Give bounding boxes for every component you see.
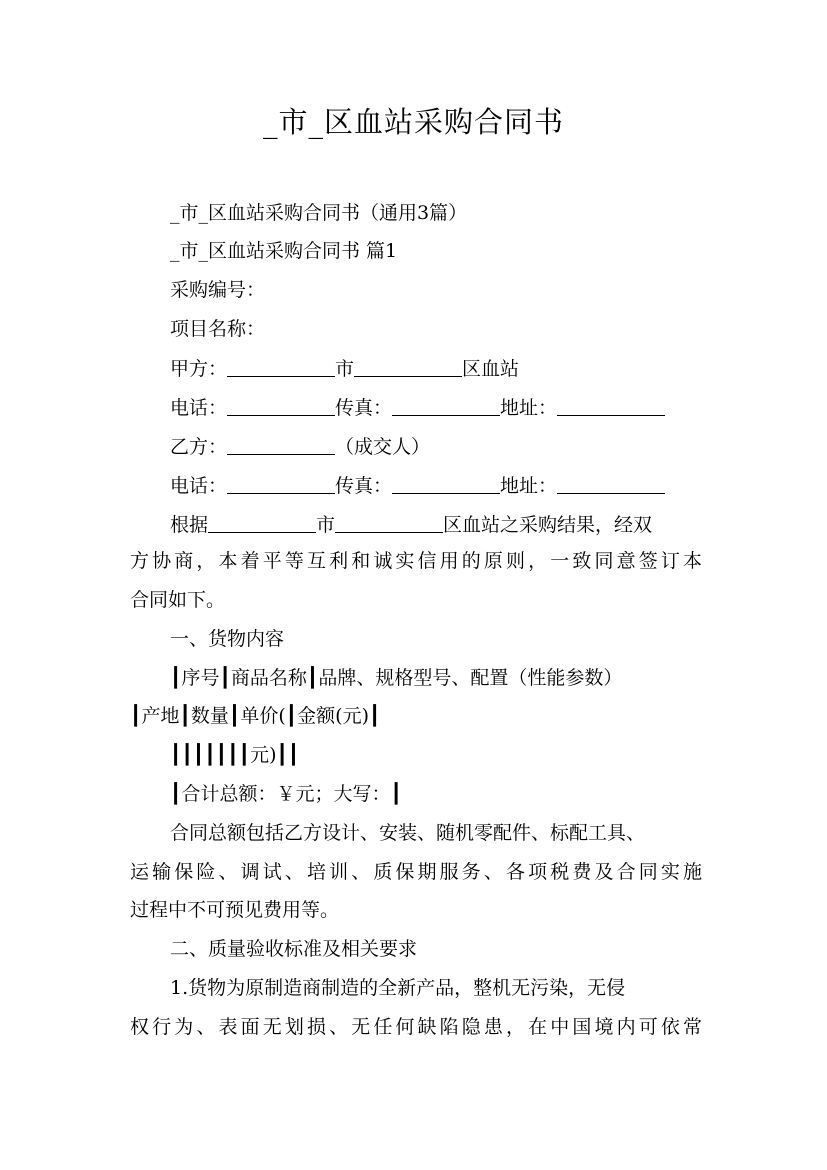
party-a-line <box>170 354 519 382</box>
total-note-line-2: 运输保险、调试、培训、质保期服务、各项税费及合同实施 <box>130 861 702 883</box>
total-note-line-3: 过程中不可预见费用等。 <box>130 899 340 921</box>
basis-prefix: 根据 <box>170 514 209 536</box>
basis-city-label: 市 <box>316 514 336 536</box>
section1-heading: 一、货物内容 <box>170 628 285 650</box>
phone-blank <box>227 393 335 416</box>
total-note-line-1: 合同总额包括乙方设计、安装、随机零配件、标配工具、 <box>170 822 646 844</box>
basis-district-blank <box>335 510 443 533</box>
phone-blank <box>227 471 335 494</box>
basis-line-1 <box>170 510 652 538</box>
phone-label: 电话： <box>170 475 228 497</box>
party-b-line <box>170 432 430 460</box>
address-blank <box>557 471 665 494</box>
fax-blank <box>392 471 500 494</box>
party-b-note: （成交人） <box>335 436 431 458</box>
goods-table-header-line2: ┃产地┃数量┃单价(┃金额(元)┃ <box>130 705 381 727</box>
address-label: 地址： <box>500 397 558 419</box>
party-a-district-blank <box>354 354 462 377</box>
basis-line1-rest: 区血站之采购结果，经双 <box>443 514 653 536</box>
party-a-label: 甲方： <box>170 358 228 380</box>
project-name-label: 项目名称： <box>170 318 266 340</box>
clause1-line-1: 1.货物为原制造商制造的全新产品，整机无污染，无侵 <box>170 977 626 999</box>
party-a-city-label: 市 <box>335 358 355 380</box>
basis-line-3: 合同如下。 <box>130 589 226 611</box>
party-b-blank <box>227 432 335 455</box>
clause1-line-2: 权行为、表面无划损、无任何缺陷隐患，在中国境内可依常 <box>130 1016 702 1038</box>
party-b-label: 乙方： <box>170 436 228 458</box>
fax-blank <box>392 393 500 416</box>
basis-line-2: 方协商，本着平等互利和诚实信用的原则，一致同意签订本 <box>130 550 702 572</box>
goods-table-header-line1: ┃序号┃商品名称┃品牌、规格型号、配置（性能参数） <box>170 667 623 689</box>
address-label: 地址： <box>500 475 558 497</box>
document-subtitle: _市_区血站采购合同书（通用3篇） <box>170 202 468 224</box>
fax-label: 传真： <box>335 475 393 497</box>
party-a-contact-line <box>170 393 665 421</box>
goods-table-total: ┃合计总额：￥元；大写：┃ <box>170 783 402 805</box>
fax-label: 传真： <box>335 397 393 419</box>
purchase-number-label: 采购编号： <box>170 279 266 301</box>
goods-table-row: ┃┃┃┃┃┃┃元)┃┃ <box>170 744 300 766</box>
document-title: _市_区血站采购合同书 <box>262 105 564 139</box>
party-b-contact-line <box>170 471 665 499</box>
address-blank <box>557 393 665 416</box>
party-a-city-blank <box>227 354 335 377</box>
party-a-district-label: 区血站 <box>462 358 520 380</box>
section2-heading: 二、质量验收标准及相关要求 <box>170 938 418 960</box>
basis-city-blank <box>208 510 316 533</box>
chapter-heading: _市_区血站采购合同书 篇1 <box>170 240 398 262</box>
phone-label: 电话： <box>170 397 228 419</box>
